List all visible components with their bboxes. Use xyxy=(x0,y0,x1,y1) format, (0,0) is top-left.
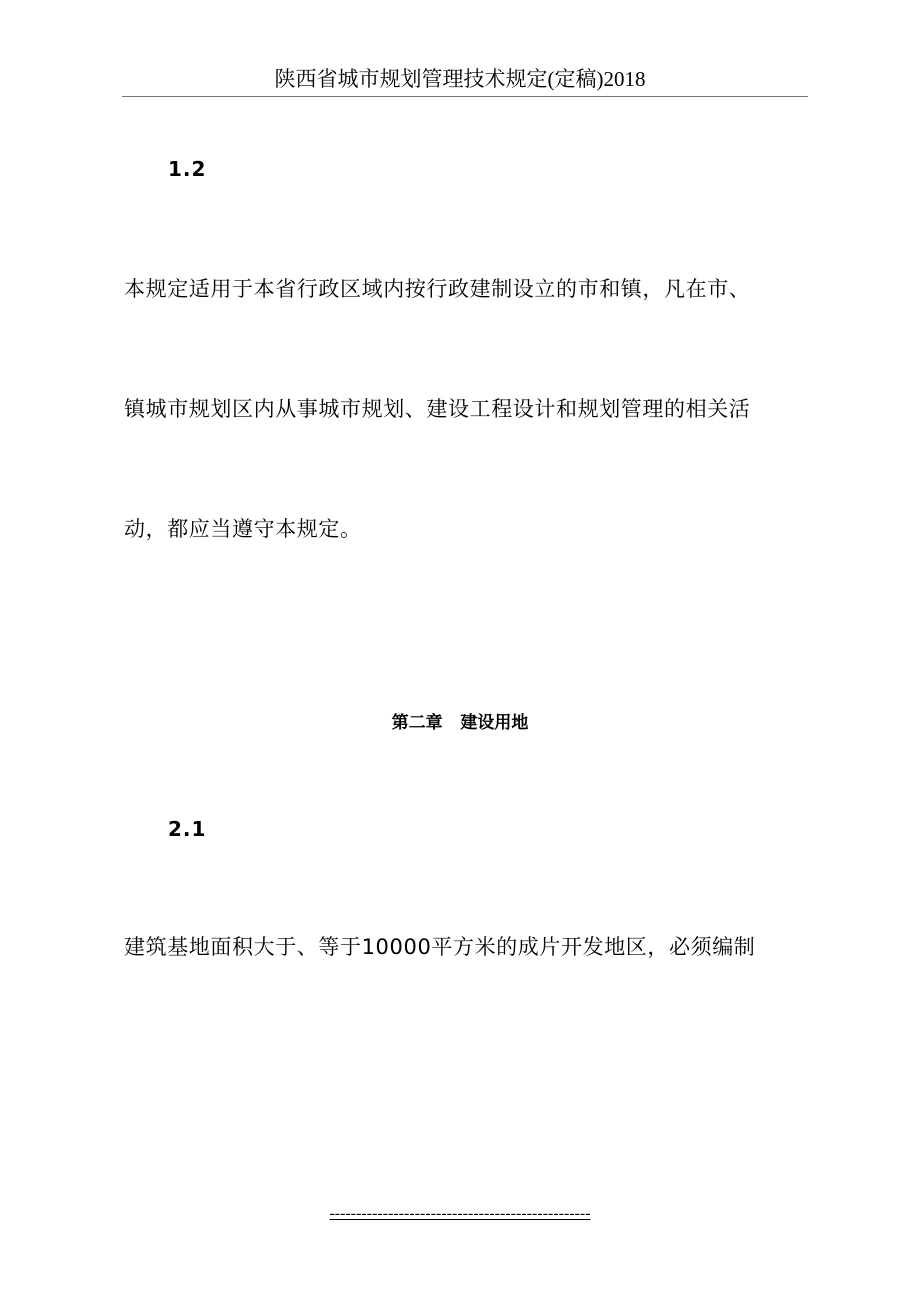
paragraph-line: 建筑基地面积大于、等于10000平方米的成片开发地区，必须编制 xyxy=(124,935,756,959)
paragraph-line: 动，都应当遵守本规定。 xyxy=(124,517,362,541)
header-divider xyxy=(122,96,808,97)
section-number: 1.2 xyxy=(168,157,207,181)
paragraph-line: 本规定适用于本省行政区域内按行政建制设立的市和镇，凡在市、 xyxy=(124,277,751,301)
document-title: 陕西省城市规划管理技术规定(定稿)2018 xyxy=(274,67,646,91)
paragraph-line: 镇城市规划区内从事城市规划、建设工程设计和规划管理的相关活 xyxy=(124,397,751,421)
footer-divider: ------------------------------------------------- xyxy=(329,1205,591,1222)
chapter-heading: 第二章 建设用地 xyxy=(391,713,529,733)
section-number: 2.1 xyxy=(168,817,207,841)
